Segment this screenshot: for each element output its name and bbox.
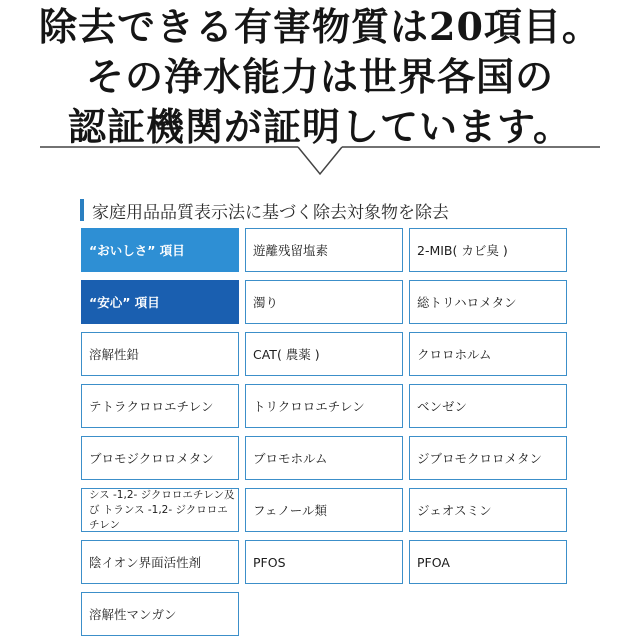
substance-cell: シス -1,2- ジクロロエチレン及び トランス -1,2- ジクロロエチレン <box>81 488 239 532</box>
substance-cell: 濁り <box>245 280 403 324</box>
substance-cell: ジェオスミン <box>409 488 567 532</box>
substance-cell: CAT( 農薬 ) <box>245 332 403 376</box>
substance-cell: 2-MIB( カビ臭 ) <box>409 228 567 272</box>
substance-cell: トリクロロエチレン <box>245 384 403 428</box>
substance-grid <box>81 228 567 636</box>
substance-cell: フェノール類 <box>245 488 403 532</box>
substance-cell: 溶解性鉛 <box>81 332 239 376</box>
section-accent-bar <box>80 199 84 221</box>
category-oishisa: “おいしさ” 項目 <box>81 228 239 272</box>
headline-line-1: 除去できる有害物質は20項目。 <box>39 4 601 49</box>
substance-cell: ジブロモクロロメタン <box>409 436 567 480</box>
substance-cell: 溶解性マンガン <box>81 592 239 636</box>
headline-line-2: その浄水能力は世界各国の <box>85 54 554 99</box>
substance-cell: クロロホルム <box>409 332 567 376</box>
category-anshin: “安心” 項目 <box>81 280 239 324</box>
headline-line-3: 認証機関が証明しています。 <box>68 104 572 149</box>
substance-cell: 遊離残留塩素 <box>245 228 403 272</box>
empty-cell <box>245 592 403 636</box>
substance-cell: PFOA <box>409 540 567 584</box>
headline <box>0 2 640 152</box>
substance-cell: PFOS <box>245 540 403 584</box>
substance-cell: テトラクロロエチレン <box>81 384 239 428</box>
substance-cell: ブロモジクロロメタン <box>81 436 239 480</box>
chevron-divider <box>40 146 600 178</box>
substance-cell: 陰イオン界面活性剤 <box>81 540 239 584</box>
section-title <box>80 196 449 224</box>
substance-cell: 総トリハロメタン <box>409 280 567 324</box>
substance-cell: ベンゼン <box>409 384 567 428</box>
section-title-text: 家庭用品品質表示法に基づく除去対象物を除去 <box>92 202 449 223</box>
empty-cell <box>409 592 567 636</box>
substance-cell: ブロモホルム <box>245 436 403 480</box>
